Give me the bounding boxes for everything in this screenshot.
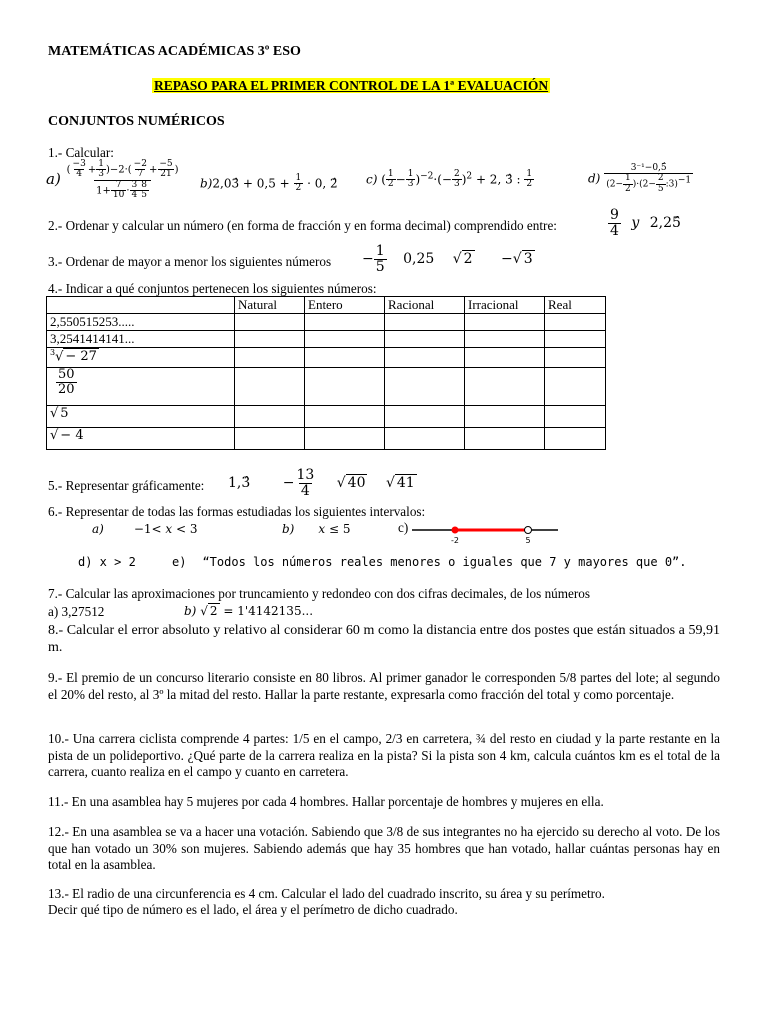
answer-cell[interactable] <box>305 368 385 406</box>
answer-cell[interactable] <box>305 406 385 428</box>
question-8-text: 8.- Calcular el error absoluto y relativo al considerar 60 m como la distancia entre dos postes que están situados a 59,91 m. <box>48 623 720 655</box>
answer-cell[interactable] <box>545 406 606 428</box>
answer-cell[interactable] <box>385 428 465 450</box>
table-row-label: 3,2541414141... <box>47 331 235 348</box>
question-10-text: 10.- Una carrera ciclista comprende 4 partes: 1/5 en el campo, 2/3 en carretera, ¾ del resto en ciudad y la parte restante en la pista de un polideportivo. ¿Qué parte de la carrera realiza en la pista? Si la pista son 4 km, calcula cuántos km es el total de la carrera, cuanto realiza en el campo y cuanto en carretera. <box>48 731 720 779</box>
table-header: Natural <box>235 297 305 314</box>
question-4-text: 4.- Indicar a qué conjuntos pertenecen los siguientes números: <box>48 281 377 296</box>
answer-cell[interactable] <box>235 428 305 450</box>
table-row <box>47 368 606 406</box>
question-5-numbers: 1,3̂ − $\frac{13}{4}$ √ 40 √ 41 <box>228 467 415 499</box>
document-subtitle: REPASO PARA EL PRIMER CONTROL DE LA 1ª EVALUACIÓN <box>154 78 549 93</box>
question-2-numbers: $\frac{9}{4}$ y 2,25̂ <box>610 207 681 239</box>
answer-cell[interactable] <box>465 331 545 348</box>
question-12-text: 12.- En una asamblea se va a hacer una votación. Sabiendo que 3/8 de sus integrantes no ha ejercido su derecho al voto. De los que han votado un 30% son mujeres. Sabiendo además que hay 35 hombres que han votado, hallar cuántas personas hay en total en la asamblea. <box>48 824 720 872</box>
answer-cell[interactable] <box>545 368 606 406</box>
question-1b-expression: b)2,03̂ + 0,5 + $\frac{1}{2}$ · 0, 2̂ <box>200 173 338 194</box>
table-header: Real <box>545 297 606 314</box>
section-heading: CONJUNTOS NUMÉRICOS <box>48 114 225 129</box>
question-1c-expression: c) ( $\frac{1}{2}$ − $\frac{1}{3}$ )$^{-2}$·(− $\frac{2}{3}$ )$^2$ + 2, 3̂ : $\frac{1}{2}$ <box>366 169 533 190</box>
open-endpoint <box>525 527 532 534</box>
interval-c-number-line <box>412 522 560 546</box>
interval-b: b) x ≤ 5 <box>282 522 351 536</box>
table-header: Entero <box>305 297 385 314</box>
interval-d: d) x > 2 <box>78 555 136 569</box>
table-row <box>47 331 606 348</box>
number-sets-table <box>46 296 606 450</box>
table-row-label-sqrt-neg4: √ − 4 <box>47 428 235 450</box>
answer-cell[interactable] <box>235 331 305 348</box>
answer-cell[interactable] <box>305 314 385 331</box>
question-1d-expression: d) 3⁻¹−0,5̂ (2− $\frac{1}{2}$ )·(2− $\frac{2}{5}$ :3)−1 <box>588 163 692 194</box>
answer-cell[interactable] <box>545 314 606 331</box>
question-3-text: 3.- Ordenar de mayor a menor los siguientes números <box>48 254 332 269</box>
question-6-text: 6.- Representar de todas las formas estudiadas los siguientes intervalos: <box>48 504 426 519</box>
answer-cell[interactable] <box>465 428 545 450</box>
answer-cell[interactable] <box>305 331 385 348</box>
question-1-text: 1.- Calcular: <box>48 145 114 160</box>
interval-c-label: c) <box>398 520 409 535</box>
answer-cell[interactable] <box>385 406 465 428</box>
question-2-text: 2.- Ordenar y calcular un número (en forma de fracción y en forma decimal) comprendido entre: <box>48 218 557 233</box>
question-7b: b) √ 2 = 1'4142135... <box>184 604 314 618</box>
closed-endpoint <box>452 527 459 534</box>
question-9-text: 9.- El premio de un concurso literario consiste en 80 libros. Al primer ganador le corresponden 5/8 partes del lote; al segundo el 20% del resto, al 3º la mitad del resto. Hallar la parte restante, expresarla como fracción del total y como porcentaje. <box>48 670 720 702</box>
document-title: MATEMÁTICAS ACADÉMICAS 3º ESO <box>48 44 301 59</box>
answer-cell[interactable] <box>235 406 305 428</box>
question-13-line-1: 13.- El radio de una circunferencia es 4 cm. Calcular el lado del cuadrado inscrito, su área y su perímetro. <box>48 886 605 901</box>
question-13-line-2: Decir qué tipo de número es el lado, el área y el perímetro de dicho cuadrado. <box>48 902 458 917</box>
question-7-text: 7.- Calcular las aproximaciones por truncamiento y redondeo con dos cifras decimales, de los números <box>48 586 590 601</box>
question-1a-expression: a) ( $\frac{-3}{4}$ + $\frac{1}{3}$ )−2·( $\frac{-2}{7}$ + $\frac{-5}{21}$ ) 1+ $\frac{7}{10}$ · $\frac{3}{4}$ $\frac{8}{5}$ <box>46 159 179 201</box>
answer-cell[interactable] <box>545 348 606 368</box>
answer-cell[interactable] <box>385 314 465 331</box>
interval-a: a) −1< x < 3 <box>92 522 198 536</box>
table-header-row <box>47 297 606 314</box>
interval-e: e) “Todos los números reales menores o iguales que 7 y mayores que 0”. <box>172 555 687 569</box>
answer-cell[interactable] <box>465 348 545 368</box>
answer-cell[interactable] <box>305 428 385 450</box>
table-row <box>47 348 606 368</box>
table-row <box>47 406 606 428</box>
answer-cell[interactable] <box>385 368 465 406</box>
table-row <box>47 314 606 331</box>
answer-cell[interactable] <box>385 348 465 368</box>
answer-cell[interactable] <box>305 348 385 368</box>
answer-cell[interactable] <box>545 428 606 450</box>
table-row-label-sqrt5: √ 5 <box>47 406 235 428</box>
question-7a: a) 3,27512 <box>48 604 105 619</box>
table-row-label-cube-root: $^3$√ − 27 <box>47 348 235 368</box>
question-11-text: 11.- En una asamblea hay 5 mujeres por cada 4 hombres. Hallar porcentaje de hombres y mujeres en ella. <box>48 794 604 809</box>
answer-cell[interactable] <box>385 331 465 348</box>
table-header: Irracional <box>465 297 545 314</box>
table-row <box>47 428 606 450</box>
answer-cell[interactable] <box>465 314 545 331</box>
tick-label-right: 5 <box>525 536 531 545</box>
question-5-text: 5.- Representar gráficamente: <box>48 478 205 493</box>
question-3-numbers: − $\frac{1}{5}$ 0,25 √ 2 −√ 3 <box>362 243 533 275</box>
answer-cell[interactable] <box>235 314 305 331</box>
answer-cell[interactable] <box>545 331 606 348</box>
table-row-label-fraction: $\frac{50}{20}$ <box>47 368 235 406</box>
table-row-label: 2,550515253..... <box>47 314 235 331</box>
answer-cell[interactable] <box>235 368 305 406</box>
table-header: Racional <box>385 297 465 314</box>
answer-cell[interactable] <box>465 368 545 406</box>
table-header-empty <box>47 297 235 314</box>
answer-cell[interactable] <box>465 406 545 428</box>
answer-cell[interactable] <box>235 348 305 368</box>
tick-label-left: -2 <box>451 536 459 545</box>
